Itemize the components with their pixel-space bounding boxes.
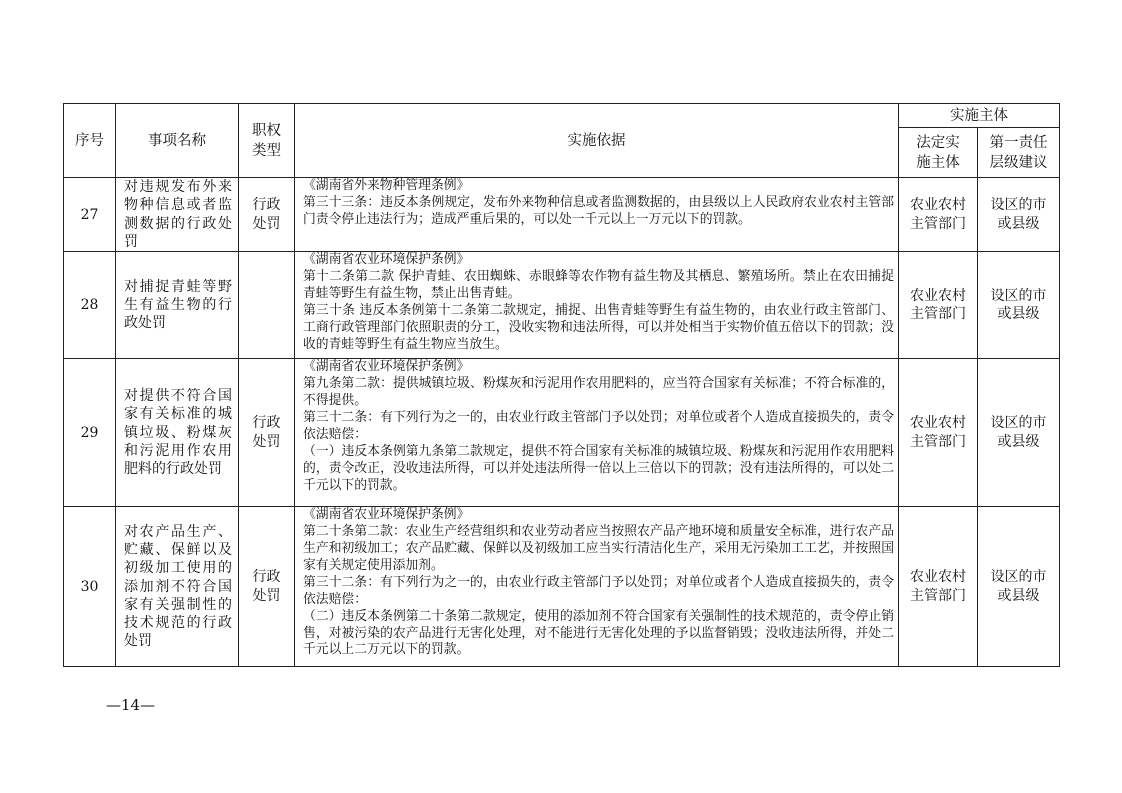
table-row bbox=[64, 359, 1060, 507]
header-legal-subject-text: 法定实施主体 bbox=[916, 134, 960, 171]
basis-line: 第三十二条：有下列行为之一的，由农业行政主管部门予以处罚；对单位或者个人造成直接损失的，责令依法赔偿： bbox=[303, 409, 894, 442]
power-type bbox=[239, 359, 295, 507]
first-level bbox=[978, 507, 1060, 667]
header-basis: 实施依据 bbox=[295, 104, 899, 178]
header-legal-subject bbox=[899, 128, 978, 178]
row-number: 29 bbox=[64, 359, 116, 507]
legal-subject-text: 农业农村主管部门 bbox=[909, 415, 966, 450]
basis-line: 第十二条第二款 保护青蛙、农田蜘蛛、赤眼蜂等农作物有益生物及其栖息、繁殖场所。禁止在农田捕捉青蛙等野生有益生物，禁止出售青蛙。 bbox=[303, 269, 894, 301]
item-name: 对捕捉青蛙等野生有益生物的行政处罚 bbox=[116, 252, 239, 359]
basis-line: 第三十三条：违反本条例规定，发布外来物种信息或者监测数据的，由县级以上人民政府农业农村主管部门责令停止违法行为；造成严重后果的，可以处一千元以上一万元以下的罚款。 bbox=[303, 194, 894, 227]
legal-subject bbox=[899, 252, 978, 359]
basis-line: （二）违反本条例第二十条第二款规定，使用的添加剂不符合国家有关强制性的技术规范的，责令停止销售，对被污染的农产品进行无害化处理，对不能进行无害化处理的予以监督销毁；没收违法所得，并处二千元以上二万元以下的罚款。 bbox=[303, 608, 894, 658]
first-level bbox=[978, 359, 1060, 507]
power-type-text: 行政处罚 bbox=[252, 569, 281, 604]
item-name: 对农产品生产、贮藏、保鲜以及初级加工使用的添加剂不符合国家有关强制性的技术规范的行政处罚 bbox=[116, 507, 239, 667]
row-number: 28 bbox=[64, 252, 116, 359]
legal-subject-text: 农业农村主管部门 bbox=[909, 287, 966, 323]
basis-line: 《湖南省农业环境保护条例》 bbox=[303, 359, 470, 375]
item-name: 对违规发布外来物种信息或者监测数据的行政处罚 bbox=[116, 178, 239, 252]
power-type bbox=[239, 252, 295, 359]
header-power-type bbox=[239, 104, 295, 178]
basis-line: 第三十条 违反本条例第十二条第二款规定，捕捉、出售青蛙等野生有益生物的，由农业行政主管部门、工商行政管理部门依照职责的分工，没收实物和违法所得，可以并处相当于实物价值五倍以下的罚款；没收的青蛙等野生有益生物应当放生。 bbox=[303, 302, 894, 352]
basis-line: 第三十二条：有下列行为之一的，由农业行政主管部门予以处罚；对单位或者个人造成直接损失的，责令依法赔偿： bbox=[303, 574, 894, 607]
basis-line: 《湖南省农业环境保护条例》 bbox=[303, 252, 470, 268]
table-row bbox=[64, 178, 1060, 252]
header-first-level-text: 第一责任层级建议 bbox=[989, 134, 1048, 171]
basis-line: （一）违反本条例第九条第二款规定，提供不符合国家有关标准的城镇垃圾、粉煤灰和污泥用作农用肥料的，责令改正，没收违法所得，可以并处违法所得一倍以上三倍以下的罚款；没有违法所得的，可以处二千元以下的罚款。 bbox=[303, 443, 894, 493]
first-level-text: 设区的市或县级 bbox=[990, 197, 1047, 232]
legal-subject bbox=[899, 178, 978, 252]
header-subject-group: 实施主体 bbox=[899, 104, 1060, 128]
header-seq: 序号 bbox=[64, 104, 116, 178]
legal-subject-text: 农业农村主管部门 bbox=[909, 197, 966, 232]
basis-line: 《湖南省农业环境保护条例》 bbox=[303, 507, 470, 523]
header-power-type-text: 职权类型 bbox=[252, 122, 281, 159]
legal-basis bbox=[295, 178, 899, 252]
basis-line: 《湖南省外来物种管理条例》 bbox=[303, 178, 470, 193]
table-row bbox=[64, 252, 1060, 359]
first-level-text: 设区的市或县级 bbox=[990, 569, 1047, 604]
first-level-text: 设区的市或县级 bbox=[990, 415, 1047, 450]
legal-basis bbox=[295, 507, 899, 667]
header-row-main bbox=[64, 104, 1060, 128]
item-name: 对提供不符合国家有关标准的城镇垃圾、粉煤灰和污泥用作农用肥料的行政处罚 bbox=[116, 359, 239, 507]
enforcement-items-table bbox=[63, 103, 1060, 667]
header-first-level bbox=[978, 128, 1060, 178]
first-level-text: 设区的市或县级 bbox=[990, 287, 1047, 323]
basis-line: 第九条第二款：提供城镇垃圾、粉煤灰和污泥用作农用肥料的，应当符合国家有关标准；不符合标准的，不得提供。 bbox=[303, 376, 894, 408]
legal-subject-text: 农业农村主管部门 bbox=[909, 569, 966, 604]
first-level bbox=[978, 252, 1060, 359]
basis-line: 第二十条第二款：农业生产经营组织和农业劳动者应当按照农产品产地环境和质量安全标准，进行农产品生产和初级加工；农产品贮藏、保鲜以及初级加工应当实行清洁化生产，采用无污染加工工艺，并按照国家有关规定使用添加剂。 bbox=[303, 524, 894, 573]
legal-basis bbox=[295, 252, 899, 359]
header-item-name: 事项名称 bbox=[116, 104, 239, 178]
power-type-text: 行政处罚 bbox=[252, 415, 281, 450]
legal-subject bbox=[899, 507, 978, 667]
page-number: —14— bbox=[106, 696, 156, 714]
legal-subject bbox=[899, 359, 978, 507]
power-type bbox=[239, 507, 295, 667]
first-level bbox=[978, 178, 1060, 252]
power-type bbox=[239, 178, 295, 252]
row-number: 30 bbox=[64, 507, 116, 667]
power-type-text: 行政处罚 bbox=[252, 197, 281, 232]
table-row bbox=[64, 507, 1060, 667]
legal-basis bbox=[295, 359, 899, 507]
row-number: 27 bbox=[64, 178, 116, 252]
